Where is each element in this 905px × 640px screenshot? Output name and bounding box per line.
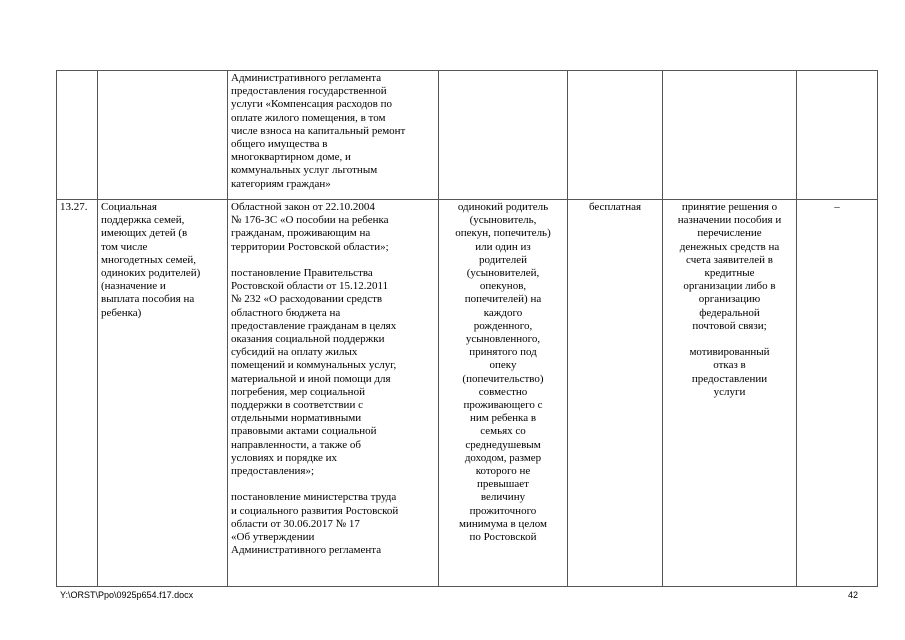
- cell-result: [663, 71, 797, 200]
- footer-file-path: Y:\ORST\Ppo\0925p654.f17.docx: [60, 590, 194, 600]
- table-row-13-27: [57, 200, 878, 587]
- cell-recipients: [439, 71, 568, 200]
- cell-extra: [797, 71, 878, 200]
- cell-number: [57, 71, 98, 200]
- cell-service-name: Социальная поддержка семей, имеющих детей (в том числе многодетных семей, одиноких родителей) (назначение и выплата пособия на ребенка): [98, 200, 228, 587]
- cell-extra: –: [797, 200, 878, 587]
- cell-cost: [568, 71, 663, 200]
- cell-cost: бесплатная: [568, 200, 663, 587]
- services-table: [56, 70, 878, 587]
- cell-service-name: [98, 71, 228, 200]
- cell-result: принятие решения о назначении пособия и перечисление денежных средств на счета заявителей в кредитные организации либо в организацию федеральной почтовой связи; мотивированный отказ в предоставлении услуги: [663, 200, 797, 587]
- cell-number: 13.27.: [57, 200, 98, 587]
- cell-recipients: одинокий родитель (усыновитель, опекун, попечитель) или один из родителей (усыновителей, опекунов, попечителей) на каждого рожденного, усыновленного, принятого под опеку (попечительство) совместно проживающего с ним ребенка в семьях со среднедушевым доходом, размер которого не превышает величину прожиточного минимума в целом по Ростовской: [439, 200, 568, 587]
- cell-legal-basis: Областной закон от 22.10.2004 № 176-ЗС «О пособии на ребенка гражданам, проживающим на территории Ростовской области»; постановление Правительства Ростовской области от 15.12.2011 № 232 «О расходовании средств областного бюджета на предоставление гражданам в целях оказания социальной поддержки субсидий на оплату жилых помещений и коммунальных услуг, материальной и иной помощи для погребения, мер социальной поддержки в соответствии с отдельными нормативными правовыми актами социальной направленности, а также об условиях и порядке их предоставления»; постановление министерства труда и социального развития Ростовской области от 30.06.2017 № 17 «Об утверждении Административного регламента: [228, 200, 439, 587]
- table-row-continuation: [57, 71, 878, 200]
- cell-legal-basis: Административного регламента предоставления государственной услуги «Компенсация расходов по оплате жилого помещения, в том числе взноса на капитальный ремонт общего имущества в многоквартирном доме, и коммунальных услуг льготным категориям граждан»: [228, 71, 439, 200]
- page-number: 42: [847, 590, 858, 600]
